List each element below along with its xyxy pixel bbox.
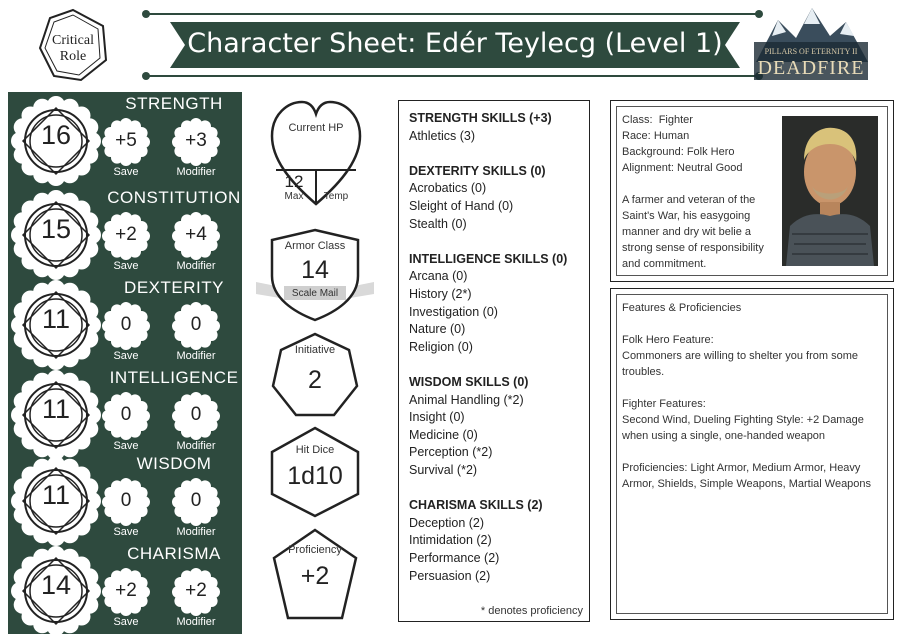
save-label: Save [113,526,139,538]
ability-name: STRENGTH [125,94,223,113]
save-label: Save [113,440,139,452]
save-value: +2 [115,224,137,245]
ability-name: CONSTITUTION [107,188,241,207]
save-label: Save [113,616,139,628]
background-value: Folk Hero [686,146,735,158]
alignment-label: Alignment: [622,162,674,174]
race-label: Race: [622,130,651,142]
ability-name: CHARISMA [127,544,221,563]
ability-score-badge [8,370,104,460]
modifier-label: Modifier [176,166,216,178]
save-value: 0 [120,404,132,425]
ability-score: 15 [40,214,72,244]
background-line [622,146,735,158]
ability-score-badge [8,456,104,546]
skill-item: Insight (0) [409,410,465,425]
modifier-value: +2 [185,580,207,601]
save-label: Save [113,350,139,362]
race-value: Human [653,130,690,142]
ability-wisdom [8,456,242,546]
modifier-label: Modifier [176,350,216,362]
modifier-label: Modifier [176,440,216,452]
skill-item: Perception (*2) [409,445,493,460]
pillars-of-eternity-logo [748,2,874,94]
ability-dexterity [8,280,242,370]
modifier-value: 0 [190,314,202,335]
modifier-value: +4 [185,224,207,245]
proficiency-label: Proficiency [288,544,342,556]
armor-class-label: Armor Class [284,240,346,252]
hp-label: Current HP [288,122,344,134]
skill-group-heading: CHARISMA SKILLS (2) [409,498,543,513]
skills-note: * denotes proficiency [480,605,583,617]
skill-item: Stealth (0) [409,216,467,231]
skill-item: Nature (0) [409,322,466,337]
armor-class-value: 14 [301,256,329,284]
ability-score: 11 [41,394,71,424]
features-title: Features & Proficiencies [622,302,742,314]
fighter-features-title: Fighter Features: [622,398,706,410]
folk-hero-title: Folk Hero Feature: [622,334,714,346]
ability-score: 16 [40,120,72,150]
hp-max-label: Max [284,191,304,202]
alignment-line [622,162,742,174]
proficiencies-text: Proficiencies: Light Armor, Medium Armor, Heavy Armor, Shields, Simple Weapons, Martial Weapons [622,462,872,490]
initiative-value: 2 [308,366,322,394]
hp-temp-label: Temp [323,191,349,202]
ability-name: DEXTERITY [124,278,224,297]
fighter-features-text: Second Wind, Dueling Fighting Style: +2 Damage when using a single, one-handed weapon [622,414,864,442]
modifier-value: 0 [190,490,202,511]
ability-score: 11 [41,304,71,334]
class-line [622,114,693,126]
skill-group-heading: STRENGTH SKILLS (+3) [409,111,552,125]
ability-name: INTELLIGENCE [109,368,239,387]
ability-score-badge [8,96,104,186]
skill-item: Deception (2) [409,515,485,530]
skill-item: Investigation (0) [409,304,498,319]
skill-item: Acrobatics (0) [409,181,487,196]
skill-item: Medicine (0) [409,427,478,442]
race-line [622,130,689,142]
svg-text:PILLARS OF ETERNITY II: PILLARS OF ETERNITY II [764,47,858,56]
class-value: Fighter [658,114,693,126]
save-value: +2 [115,580,137,601]
skill-item: Intimidation (2) [409,533,492,548]
background-label: Background: [622,146,684,158]
ability-constitution [8,190,242,280]
skill-item: Animal Handling (*2) [409,392,524,407]
svg-text:Critical: Critical [52,33,94,48]
armor-name: Scale Mail [291,288,339,299]
skill-item: Performance (2) [409,551,500,565]
modifier-value: 0 [190,404,202,425]
skill-item: Arcana (0) [409,269,468,284]
page-title: Character Sheet: Edér Teylecg (Level 1) [187,28,723,59]
skill-item: Sleight of Hand (0) [409,199,514,213]
ability-score-badge [8,546,104,636]
skill-group-heading: WISDOM SKILLS (0) [409,375,529,389]
skill-item: Athletics (3) [409,128,475,143]
save-label: Save [113,260,139,272]
ability-name: WISDOM [136,454,212,473]
ability-score-badge [8,280,104,370]
modifier-label: Modifier [176,616,216,628]
save-value: +5 [115,130,137,151]
ability-score: 14 [40,570,72,600]
skill-item: History (2*) [409,287,472,301]
alignment-value: Neutral Good [677,162,743,174]
character-portrait [782,116,878,266]
ability-intelligence [8,370,242,460]
ability-score-badge [8,190,104,280]
modifier-label: Modifier [176,260,216,272]
svg-text:Role: Role [59,49,87,64]
folk-hero-text: Commoners are willing to shelter you from some troubles. [622,350,858,378]
save-value: 0 [120,490,132,511]
skill-item: Persuasion (2) [409,568,491,583]
class-label: Class: [622,114,653,126]
initiative-label: Initiative [294,344,336,356]
save-value: 0 [120,314,132,335]
critical-role-logo [36,8,110,82]
character-description: A farmer and veteran of the Saint's War, his easygoing manner and dry wit belie a strong sense of responsibility and commitment. [622,194,764,270]
proficiency-value: +2 [300,562,330,590]
modifier-label: Modifier [176,526,216,538]
ability-strength [8,96,242,186]
ability-charisma [8,546,242,636]
skill-item: Survival (*2) [409,463,478,477]
svg-text:DEADFIRE: DEADFIRE [757,57,865,79]
skill-group-heading: INTELLIGENCE SKILLS (0) [409,251,568,266]
save-label: Save [113,166,139,178]
hit-dice-label: Hit Dice [295,444,335,456]
skills-box [398,100,590,622]
hp-max-value: 12 [284,172,304,191]
skill-group-heading: DEXTERITY SKILLS (0) [409,163,546,178]
ability-score: 11 [41,480,71,510]
hit-dice-value: 1d10 [287,462,343,490]
skill-item: Religion (0) [409,339,473,354]
modifier-value: +3 [185,130,207,151]
